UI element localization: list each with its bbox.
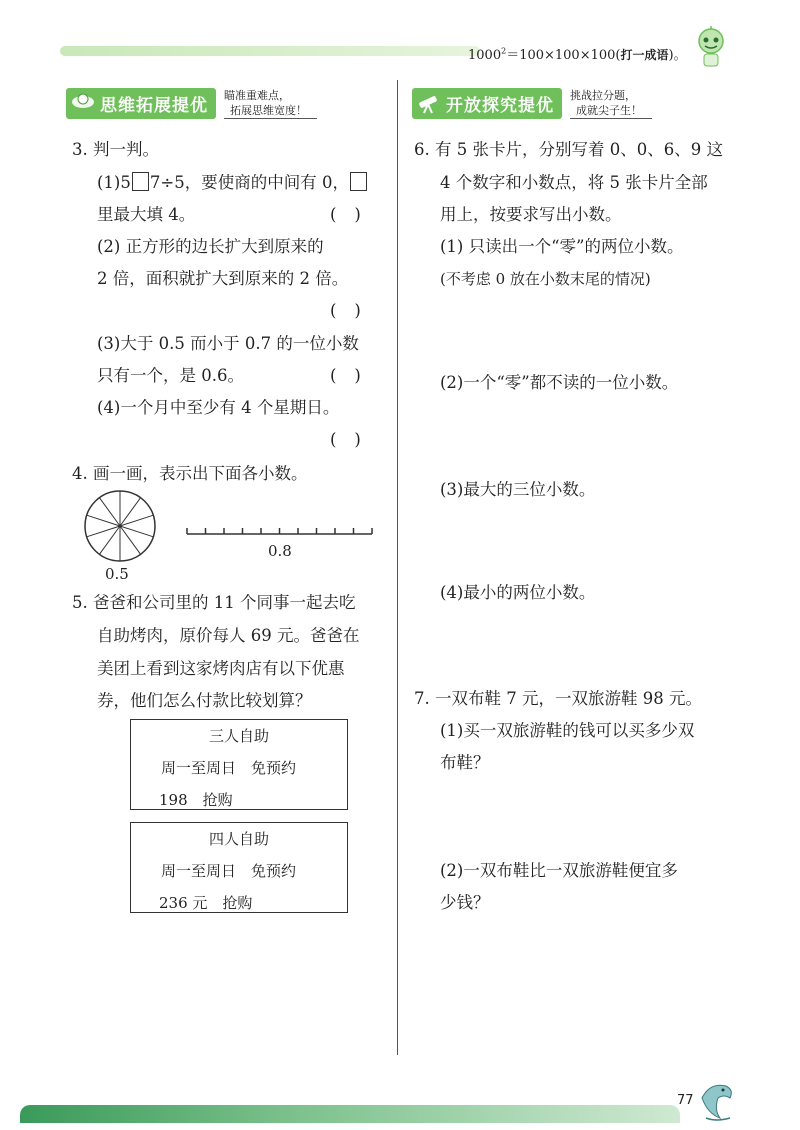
q3-part1-line2: 里最大填 4。 xyxy=(97,205,196,224)
q6-part2: (2)一个“零”都不读的一位小数。 xyxy=(440,373,679,392)
q6-part3: (3)最大的三位小数。 xyxy=(440,480,596,499)
coupon-schedule: 周一至周日 免预约 xyxy=(161,862,297,880)
q6-line3: 用上，按要求写出小数。 xyxy=(440,205,622,224)
q5-line2: 自助烤肉，原价每人 69 元。爸爸在 xyxy=(97,626,360,645)
q4-title: 4. 画一画，表示出下面各小数。 xyxy=(72,464,308,483)
right-section-header xyxy=(412,86,652,120)
q6-part4: (4)最小的两位小数。 xyxy=(440,583,596,602)
coupon-price: 236 元 抢购 xyxy=(159,894,253,912)
answer-paren[interactable]: () xyxy=(330,430,379,449)
riddle-formula: $1000^2=100\times 100\times 100$(打一成语)。 xyxy=(468,46,687,63)
q6-line1: 6. 有 5 张卡片，分别写着 0、0、6、9 这 xyxy=(414,140,723,159)
rocket-icon xyxy=(70,90,96,114)
page-number: 77 xyxy=(677,1093,694,1108)
blank-box[interactable] xyxy=(132,172,149,191)
q3-part3-line1: (3)大于 0.5 而小于 0.7 的一位小数 xyxy=(97,334,359,353)
section-title-explore: 开放探究提优 xyxy=(412,88,562,119)
q7-part1-line2: 布鞋？ xyxy=(440,753,490,772)
circle-spoke xyxy=(99,498,120,526)
circle-spoke xyxy=(87,526,120,537)
coupon-title: 四人自助 xyxy=(208,830,269,848)
line-label: 0.8 xyxy=(268,542,292,560)
answer-paren[interactable]: () xyxy=(330,301,379,320)
dolphin-mascot-icon xyxy=(696,1078,736,1124)
coupon-three-person xyxy=(130,719,348,810)
left-section-header xyxy=(66,86,317,120)
blank-box[interactable] xyxy=(350,172,367,191)
q7-line1: 7. 一双布鞋 7 元，一双旅游鞋 98 元。 xyxy=(414,689,702,708)
circle-spoke xyxy=(120,515,153,526)
section-title-thinking: 思维拓展提优 xyxy=(66,88,216,119)
q3-part2-line2: 2 倍，面积就扩大到原来的 2 倍。 xyxy=(97,269,349,288)
number-line[interactable] xyxy=(184,522,376,542)
q5-line3: 美团上看到这家烤肉店有以下优惠 xyxy=(97,659,345,678)
fraction-circle[interactable] xyxy=(80,488,160,568)
q6-part1: (1) 只读出一个“零”的两位小数。 xyxy=(440,237,684,256)
bottom-decor-band xyxy=(20,1105,680,1123)
q7-part2-line2: 少钱？ xyxy=(440,893,490,912)
section-tagline: 瞄准重难点， 拓展思维宽度！ xyxy=(224,88,317,119)
q5-line4: 券，他们怎么付款比较划算？ xyxy=(97,691,312,710)
circle-spoke xyxy=(99,526,120,554)
circle-label: 0.5 xyxy=(105,565,129,583)
top-decor-band xyxy=(60,46,480,56)
answer-paren[interactable]: () xyxy=(330,205,379,224)
section-tagline: 挑战拉分题， 成就尖子生！ xyxy=(570,88,652,119)
q6-part1-note: (不考虑 0 放在小数末尾的情况) xyxy=(440,270,651,288)
q3-title: 3. 判一判。 xyxy=(72,140,159,159)
q7-part1-line1: (1)买一双旅游鞋的钱可以买多少双 xyxy=(440,721,695,740)
q3-part3-line2: 只有一个，是 0.6。 xyxy=(97,366,244,385)
q7-part2-line1: (2)一双布鞋比一双旅游鞋便宜多 xyxy=(440,861,678,880)
coupon-title: 三人自助 xyxy=(208,727,269,745)
telescope-icon xyxy=(416,90,442,114)
circle-spoke xyxy=(120,526,141,554)
circle-spoke xyxy=(87,515,120,526)
coupon-price: 198 抢购 xyxy=(159,791,233,809)
q3-part1-line1: (1)5 7÷5，要使商的中间有 0， xyxy=(97,172,368,194)
q5-line1: 5. 爸爸和公司里的 11 个同事一起去吃 xyxy=(72,593,356,612)
coupon-four-person xyxy=(130,822,348,913)
q6-line2: 4 个数字和小数点，将 5 张卡片全部 xyxy=(440,173,708,192)
answer-paren[interactable]: () xyxy=(330,366,379,385)
circle-spoke xyxy=(120,526,153,537)
column-divider xyxy=(397,80,398,1055)
q3-part4-line1: (4)一个月中至少有 4 个星期日。 xyxy=(97,398,340,417)
robot-mascot-icon xyxy=(694,26,728,70)
circle-spoke xyxy=(120,498,141,526)
coupon-schedule: 周一至周日 免预约 xyxy=(161,759,297,777)
q3-part2-line1: (2) 正方形的边长扩大到原来的 xyxy=(97,237,324,256)
